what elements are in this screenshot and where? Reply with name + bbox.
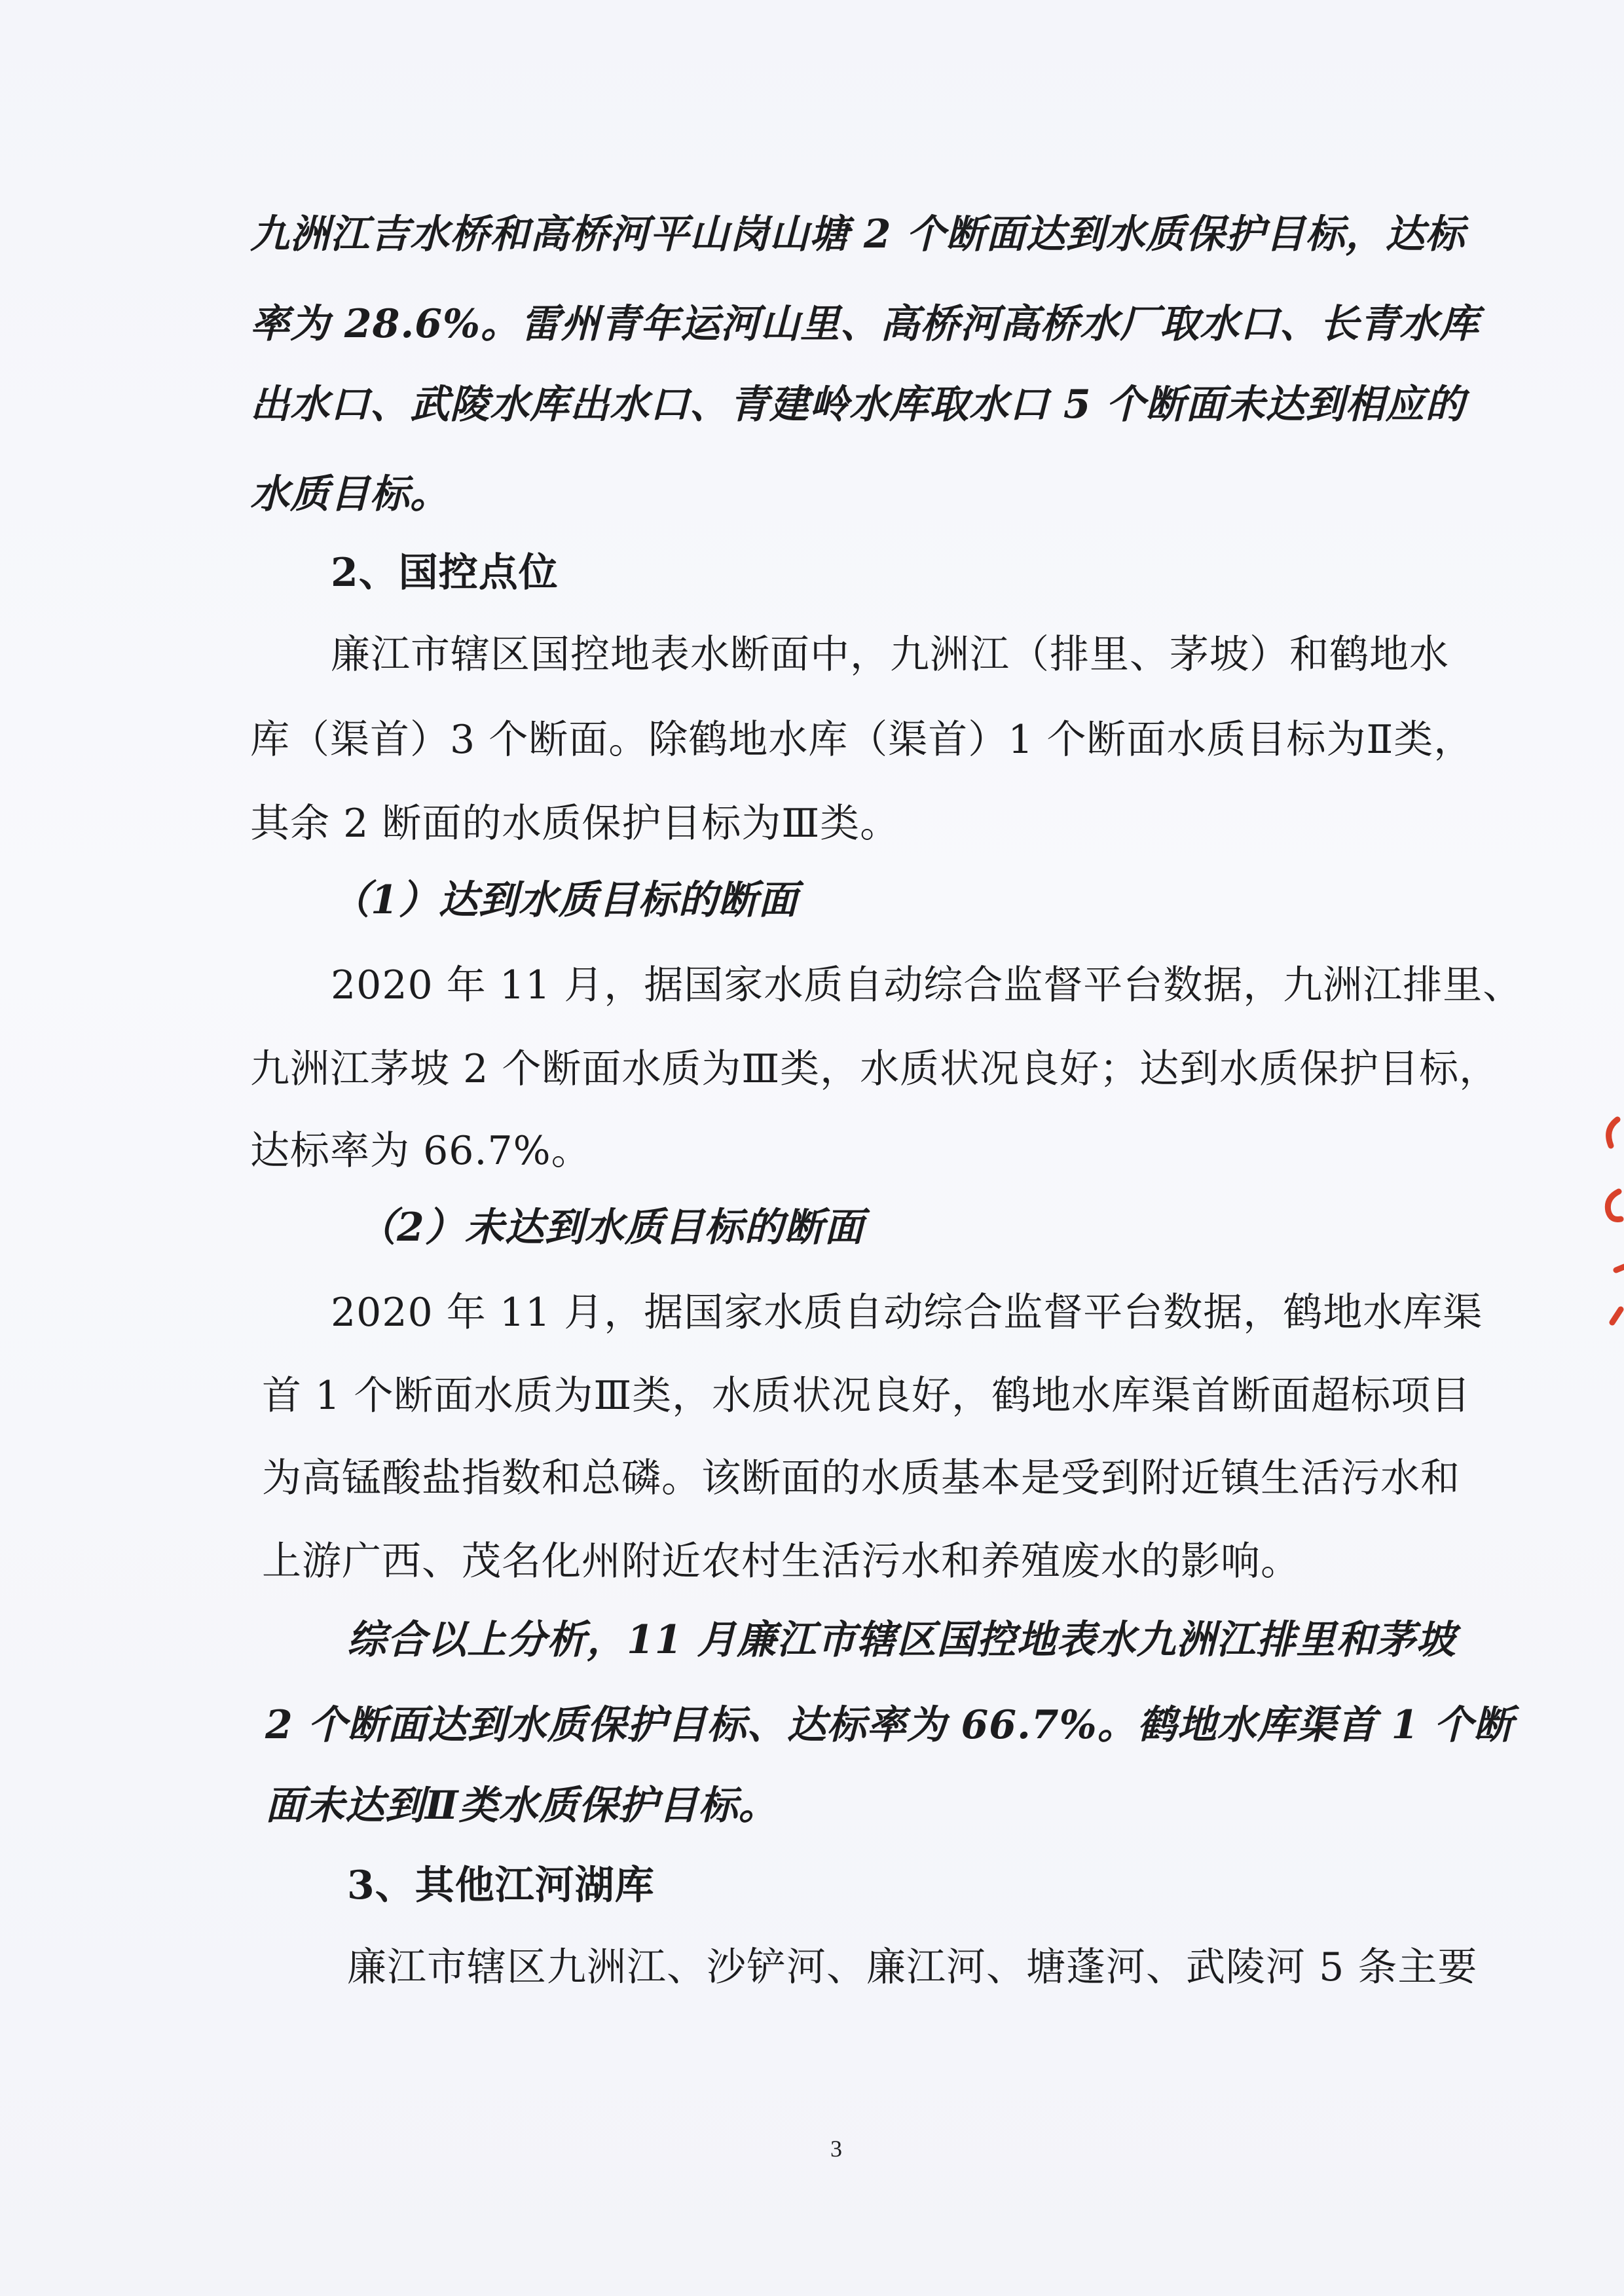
text-line: 率为 28.6%。雷州青年运河山里、高桥河高桥水厂取水口、长青水库: [250, 301, 1480, 347]
text-line: 综合以上分析，11 月廉江市辖区国控地表水九洲江排里和茅坡: [347, 1617, 1456, 1663]
seal-stamp: [1585, 1074, 1624, 1362]
text-line: 其余 2 断面的水质保护目标为Ⅲ类。: [250, 801, 900, 847]
text-line: 达标率为 66.7%。: [250, 1128, 591, 1174]
text-line: 库（渠首）3 个断面。除鹤地水库（渠首）1 个断面水质目标为Ⅱ类，: [250, 717, 1474, 763]
text-line: 为高锰酸盐指数和总磷。该断面的水质基本是受到附近镇生活污水和: [262, 1455, 1460, 1501]
text-line: 首 1 个断面水质为Ⅲ类，水质状况良好，鹤地水库渠首断面超标项目: [262, 1373, 1471, 1419]
text-line: 2 个断面达到水质保护目标、达标率为 66.7%。鹤地水库渠首 1 个断: [265, 1702, 1514, 1748]
text-line: 上游广西、茂名化州附近农村生活污水和养殖废水的影响。: [262, 1539, 1301, 1584]
text-line: 2020 年 11 月，据国家水质自动综合监督平台数据，鹤地水库渠: [331, 1290, 1483, 1336]
text-line: 面未达到Ⅱ类水质保护目标。: [265, 1783, 779, 1829]
text-line: 水质目标。: [250, 471, 450, 517]
text-line: 出水口、武陵水库出水口、青建岭水库取水口 5 个断面未达到相应的: [250, 382, 1466, 428]
subsection-heading: （2）未达到水质目标的断面: [357, 1205, 864, 1250]
text-line: 九洲江茅坡 2 个断面水质为Ⅲ类，水质状况良好；达到水质保护目标，: [250, 1046, 1500, 1092]
text-line: 2020 年 11 月，据国家水质自动综合监督平台数据，九洲江排里、: [331, 962, 1523, 1008]
text-line: 廉江市辖区九洲江、沙铲河、廉江河、塘蓬河、武陵河 5 条主要: [347, 1944, 1478, 1990]
section-heading: 3、其他江河湖库: [347, 1863, 655, 1908]
text-line: 九洲江吉水桥和高桥河平山岗山塘 2 个断面达到水质保护目标，达标: [250, 211, 1466, 257]
page-number: 3: [830, 2136, 842, 2162]
section-heading: 2、国控点位: [331, 550, 559, 596]
text-line: 廉江市辖区国控地表水断面中，九洲江（排里、茅坡）和鹤地水: [331, 632, 1449, 678]
subsection-heading: （1）达到水质目标的断面: [331, 877, 798, 923]
